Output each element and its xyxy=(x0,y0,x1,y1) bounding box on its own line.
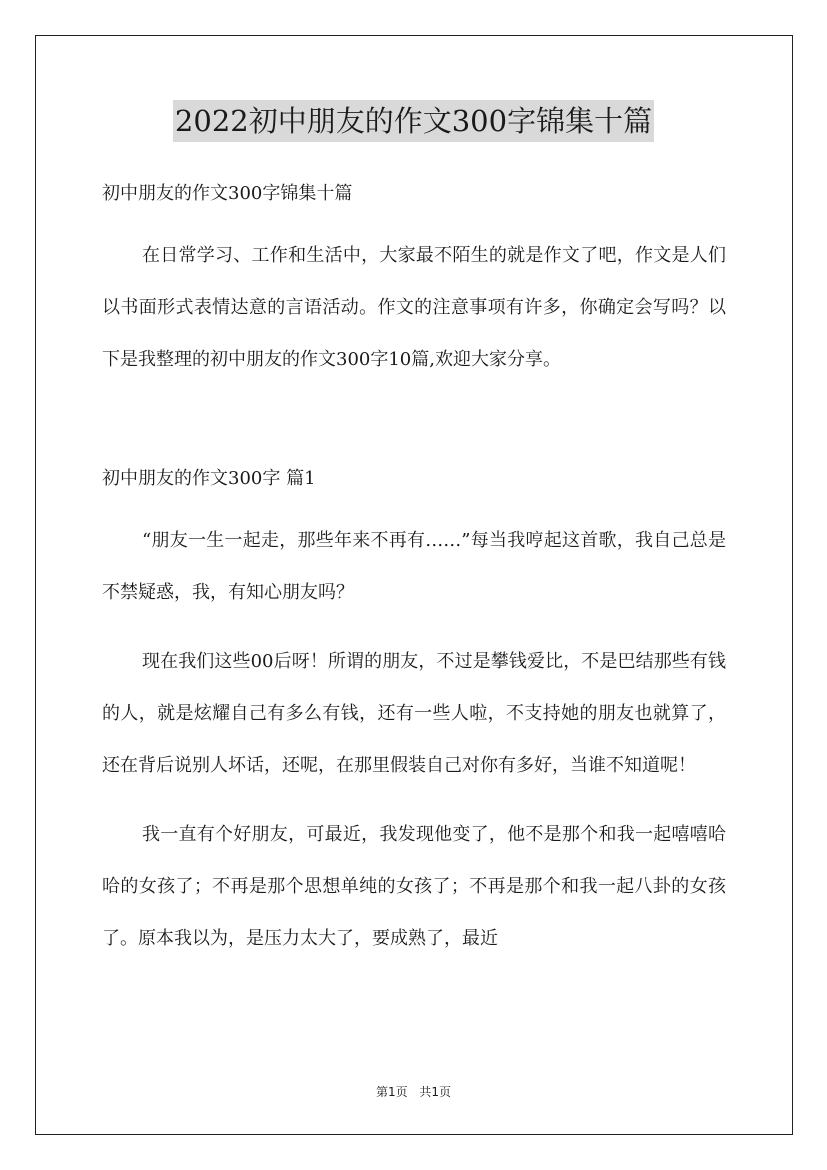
body-paragraph-3: 我一直有个好朋友，可最近，我发现他变了，他不是那个和我一起嘻嘻哈哈的女孩了；不再是那个思想单纯的女孩了；不再是那个和我一起八卦的女孩了。原本我以为，是压力太大了，要成熟了，最近 xyxy=(102,824,726,949)
body-paragraph-2: 现在我们这些00后呀！所谓的朋友，不过是攀钱爱比，不是巴结那些有钱的人，就是炫耀自己有多么有钱，还有一些人啦，不支持她的朋友也就算了，还在背后说别人坏话，还呢，在那里假装自己对你有多好，当谁不知道呢！ xyxy=(102,651,726,776)
document-subtitle: 初中朋友的作文300字锦集十篇 xyxy=(102,183,353,204)
section-heading: 初中朋友的作文300字 篇1 xyxy=(102,468,316,489)
section-spacer xyxy=(102,403,726,461)
page-footer xyxy=(0,1083,827,1100)
page-number: 第1页 xyxy=(375,1085,408,1099)
document-body xyxy=(102,176,726,982)
document-title-wrapper xyxy=(0,100,827,148)
document-title: 2022初中朋友的作文300字锦集十篇 xyxy=(173,100,654,142)
body-paragraph-1: “朋友一生一起走，那些年来不再有……”每当我哼起这首歌，我自己总是不禁疑惑，我，有知心朋友吗？ xyxy=(102,530,726,603)
intro-paragraph: 在日常学习、工作和生活中，大家最不陌生的就是作文了吧，作文是人们以书面形式表情达意的言语活动。作文的注意事项有许多，你确定会写吗？以下是我整理的初中朋友的作文300字10篇,欢迎大家分享。 xyxy=(102,245,726,370)
page-total: 共1页 xyxy=(419,1085,452,1099)
